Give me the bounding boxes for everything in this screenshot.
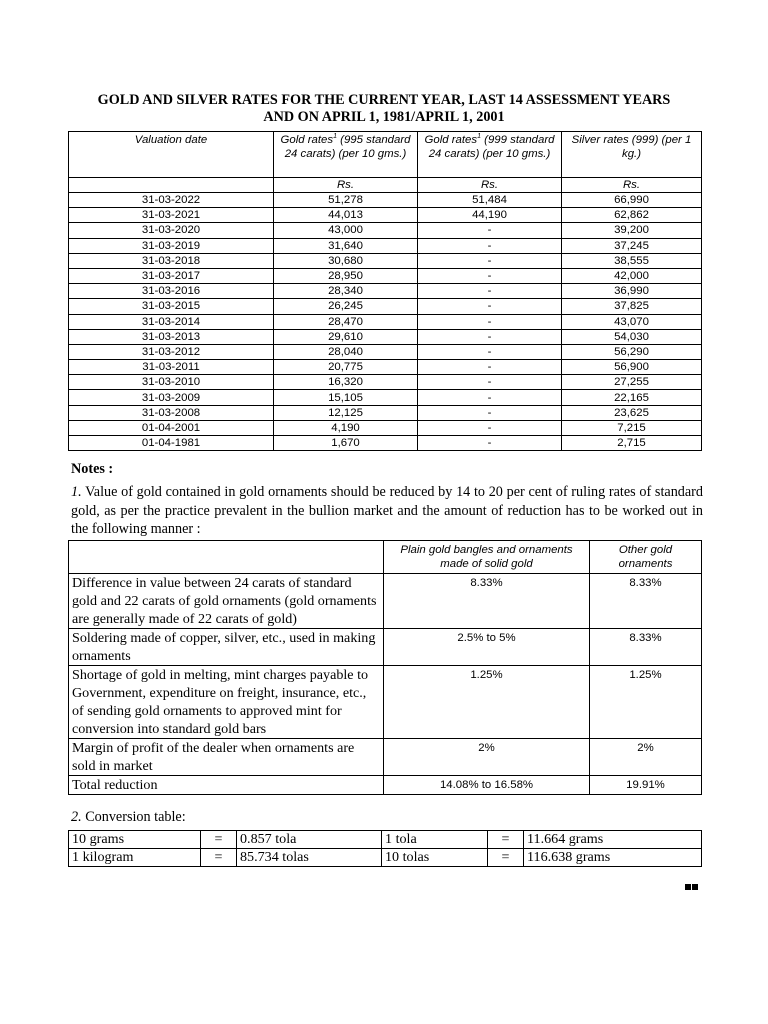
rate-silver: 7,215	[562, 420, 702, 435]
rate-date: 31-03-2011	[69, 360, 274, 375]
equals-sign: =	[488, 831, 524, 849]
rate-row	[69, 420, 702, 435]
rate-gold-999: -	[418, 238, 562, 253]
footnote-marker: 1	[333, 133, 337, 140]
rate-silver: 22,165	[562, 390, 702, 405]
header-gold-999	[418, 132, 562, 178]
rate-silver: 2,715	[562, 436, 702, 451]
rate-date: 31-03-2014	[69, 314, 274, 329]
conversion-row	[69, 849, 702, 867]
unit-cell: Rs.	[418, 178, 562, 193]
rate-row	[69, 268, 702, 283]
rate-silver: 56,900	[562, 360, 702, 375]
rate-gold-995: 12,125	[274, 405, 418, 420]
page-title	[60, 92, 708, 126]
rate-row	[69, 344, 702, 359]
rate-date: 31-03-2022	[69, 193, 274, 208]
rate-date: 31-03-2012	[69, 344, 274, 359]
rate-gold-995: 43,000	[274, 223, 418, 238]
rate-row	[69, 375, 702, 390]
rate-date: 31-03-2020	[69, 223, 274, 238]
rate-gold-995: 44,013	[274, 208, 418, 223]
reduction-other-gold: 2%	[590, 739, 702, 776]
rate-silver: 37,825	[562, 299, 702, 314]
rate-gold-995: 1,670	[274, 436, 418, 451]
rate-date: 01-04-2001	[69, 420, 274, 435]
rate-gold-999: -	[418, 223, 562, 238]
rate-date: 31-03-2016	[69, 284, 274, 299]
reduction-plain-gold: 2%	[384, 739, 590, 776]
rate-silver: 23,625	[562, 405, 702, 420]
rate-gold-999: -	[418, 405, 562, 420]
unit-cell: Rs.	[274, 178, 418, 193]
header-gold-995-detail: (995 standard 24 carats) (per 10 gms.)	[284, 134, 411, 161]
end-mark-square	[692, 884, 698, 890]
rate-silver: 37,245	[562, 238, 702, 253]
rate-silver: 39,200	[562, 223, 702, 238]
rate-date: 31-03-2010	[69, 375, 274, 390]
rate-silver: 36,990	[562, 284, 702, 299]
rate-silver: 62,862	[562, 208, 702, 223]
rate-silver: 54,030	[562, 329, 702, 344]
header-gold-995-label: Gold rates	[280, 134, 334, 146]
rate-date: 31-03-2017	[69, 268, 274, 283]
rate-gold-999: -	[418, 253, 562, 268]
header-other-gold: Other gold ornaments	[590, 541, 702, 574]
rate-gold-995: 28,470	[274, 314, 418, 329]
rate-gold-995: 20,775	[274, 360, 418, 375]
footnote-marker: 1	[477, 133, 481, 140]
unit-blank	[69, 178, 274, 193]
reduction-plain-gold: 8.33%	[384, 574, 590, 629]
rate-gold-999: -	[418, 390, 562, 405]
rate-date: 31-03-2021	[69, 208, 274, 223]
conversion-row	[69, 831, 702, 849]
title-line-1: GOLD AND SILVER RATES FOR THE CURRENT YEAR, LAST 14 ASSESSMENT YEARS	[97, 92, 671, 108]
conversion-value-a: 0.857 tola	[237, 831, 382, 849]
reduction-plain-gold: 14.08% to 16.58%	[384, 776, 590, 795]
rate-gold-999: 44,190	[418, 208, 562, 223]
rate-date: 31-03-2009	[69, 390, 274, 405]
conversion-unit-a: 1 kilogram	[69, 849, 201, 867]
reduction-other-gold: 1.25%	[590, 666, 702, 739]
note-2-text: Conversion table:	[81, 809, 186, 825]
rate-gold-995: 51,278	[274, 193, 418, 208]
rate-row	[69, 405, 702, 420]
rate-row	[69, 314, 702, 329]
reduction-header-row	[69, 541, 702, 574]
conversion-unit-b: 10 tolas	[382, 849, 488, 867]
reduction-table	[68, 540, 702, 795]
rate-gold-999: -	[418, 420, 562, 435]
rate-silver: 66,990	[562, 193, 702, 208]
reduction-row	[69, 574, 702, 629]
end-mark-square	[685, 884, 691, 890]
conversion-value-b: 116.638 grams	[524, 849, 702, 867]
equals-sign: =	[201, 849, 237, 867]
rate-gold-999: -	[418, 436, 562, 451]
header-gold-999-detail: (999 standard 24 carats) (per 10 gms.)	[428, 134, 555, 161]
rate-date: 31-03-2008	[69, 405, 274, 420]
rates-header-row	[69, 132, 702, 178]
rate-row	[69, 193, 702, 208]
conversion-unit-b: 1 tola	[382, 831, 488, 849]
rate-gold-995: 28,950	[274, 268, 418, 283]
rate-gold-995: 30,680	[274, 253, 418, 268]
rate-row	[69, 253, 702, 268]
rate-gold-995: 31,640	[274, 238, 418, 253]
reduction-description: Difference in value between 24 carats of standard gold and 22 carats of gold ornaments (gold ornaments are generally made of 22 carats of gold)	[69, 574, 384, 629]
rate-gold-995: 28,040	[274, 344, 418, 359]
header-blank	[69, 541, 384, 574]
reduction-row	[69, 739, 702, 776]
rates-body	[69, 193, 702, 451]
end-mark	[685, 877, 699, 895]
note-1-number: 1.	[71, 484, 82, 500]
rate-gold-999: -	[418, 375, 562, 390]
rates-table	[68, 131, 702, 451]
rate-date: 31-03-2019	[69, 238, 274, 253]
reduction-other-gold: 19.91%	[590, 776, 702, 795]
rate-gold-999: -	[418, 329, 562, 344]
note-1-text: Value of gold contained in gold ornaments should be reduced by 14 to 20 per cent of ruling rates of standard gold, as per the practice prevalent in the bullion market and the amount of reduction has to be worked out in the following manner :	[71, 484, 703, 537]
equals-sign: =	[201, 831, 237, 849]
rate-gold-999: -	[418, 299, 562, 314]
conversion-table	[68, 830, 702, 867]
rate-row	[69, 208, 702, 223]
rate-row	[69, 329, 702, 344]
rate-date: 31-03-2015	[69, 299, 274, 314]
header-gold-999-label: Gold rates	[424, 134, 478, 146]
rate-gold-999: -	[418, 268, 562, 283]
rate-gold-995: 28,340	[274, 284, 418, 299]
rate-row	[69, 360, 702, 375]
note-2	[71, 808, 703, 827]
rate-row	[69, 436, 702, 451]
header-gold-995	[274, 132, 418, 178]
note-1	[71, 483, 703, 539]
reduction-description: Shortage of gold in melting, mint charges payable to Government, expenditure on freight, insurance, etc., of sending gold ornaments to approved mint for conversion into standard gold bars	[69, 666, 384, 739]
conversion-body	[69, 831, 702, 867]
reduction-row	[69, 776, 702, 795]
units-row	[69, 178, 702, 193]
reduction-other-gold: 8.33%	[590, 574, 702, 629]
rate-row	[69, 284, 702, 299]
rate-row	[69, 390, 702, 405]
reduction-description: Total reduction	[69, 776, 384, 795]
rate-date: 31-03-2018	[69, 253, 274, 268]
reduction-other-gold: 8.33%	[590, 629, 702, 666]
reduction-body	[69, 574, 702, 795]
rate-row	[69, 238, 702, 253]
rate-gold-999: -	[418, 284, 562, 299]
reduction-row	[69, 666, 702, 739]
rate-date: 31-03-2013	[69, 329, 274, 344]
title-line-2: AND ON APRIL 1, 1981/APRIL 1, 2001	[263, 109, 505, 125]
rate-row	[69, 299, 702, 314]
notes-heading: Notes :	[71, 461, 114, 477]
reduction-plain-gold: 2.5% to 5%	[384, 629, 590, 666]
rate-silver: 56,290	[562, 344, 702, 359]
rate-row	[69, 223, 702, 238]
reduction-row	[69, 629, 702, 666]
rate-gold-995: 29,610	[274, 329, 418, 344]
rate-silver: 38,555	[562, 253, 702, 268]
reduction-description: Margin of profit of the dealer when ornaments are sold in market	[69, 739, 384, 776]
rate-gold-995: 16,320	[274, 375, 418, 390]
header-silver: Silver rates (999) (per 1 kg.)	[562, 132, 702, 178]
rate-silver: 27,255	[562, 375, 702, 390]
conversion-value-b: 11.664 grams	[524, 831, 702, 849]
conversion-value-a: 85.734 tolas	[237, 849, 382, 867]
note-2-number: 2.	[71, 809, 82, 825]
reduction-plain-gold: 1.25%	[384, 666, 590, 739]
rate-gold-995: 26,245	[274, 299, 418, 314]
rate-silver: 43,070	[562, 314, 702, 329]
rate-date: 01-04-1981	[69, 436, 274, 451]
rate-gold-999: -	[418, 314, 562, 329]
header-valuation-date: Valuation date	[69, 132, 274, 178]
header-plain-gold: Plain gold bangles and ornaments made of solid gold	[384, 541, 590, 574]
rate-silver: 42,000	[562, 268, 702, 283]
equals-sign: =	[488, 849, 524, 867]
rate-gold-999: -	[418, 360, 562, 375]
rate-gold-995: 15,105	[274, 390, 418, 405]
rate-gold-995: 4,190	[274, 420, 418, 435]
unit-cell: Rs.	[562, 178, 702, 193]
rate-gold-999: -	[418, 344, 562, 359]
reduction-description: Soldering made of copper, silver, etc., used in making ornaments	[69, 629, 384, 666]
rate-gold-999: 51,484	[418, 193, 562, 208]
conversion-unit-a: 10 grams	[69, 831, 201, 849]
